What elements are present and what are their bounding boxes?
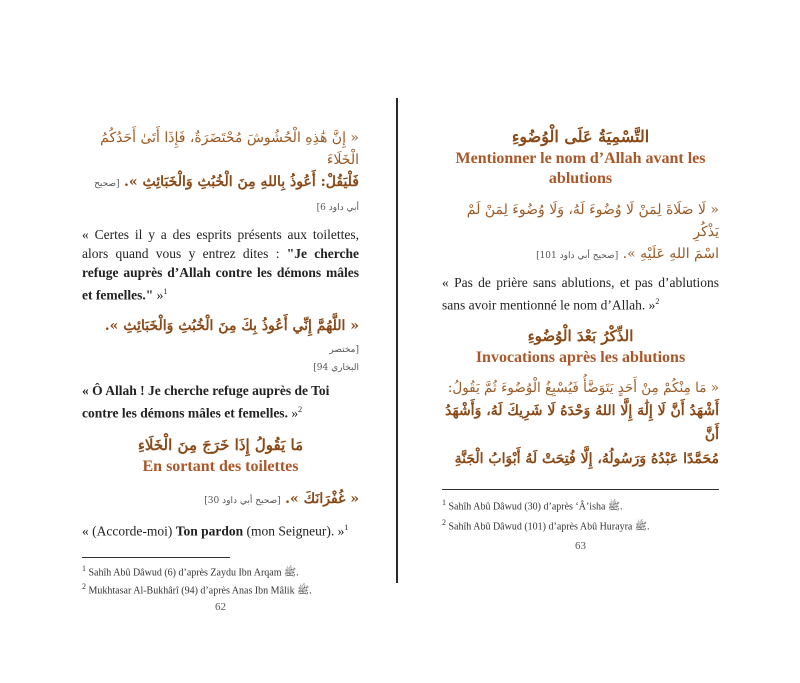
- ghufran-french-end: (mon Seigneur). »: [243, 523, 345, 539]
- footnote-text: Mukhtasar Al-Bukhârî (94) d’après Anas Ibn Mâlik ﷺ.: [88, 585, 312, 597]
- ghufran-french: [82, 518, 359, 541]
- footnote-number: 2: [82, 581, 86, 591]
- book-spine: [396, 98, 398, 583]
- footnote-text: Sahîh Abû Dâwud (101) d’après Abû Hurayra ﷺ.: [448, 521, 650, 533]
- hadith1-french-text: « Certes il y a des esprits présents aux toilettes, alors quand vous y entrez dites :: [82, 227, 359, 261]
- footnote-text: Sahîh Abû Dâwud (30) d’après ‘Â’isha ﷺ.: [448, 500, 623, 512]
- footnote-2: [82, 580, 359, 598]
- hadith1-french: [82, 225, 359, 305]
- hadith1-arabic-line2: [82, 171, 359, 219]
- footnote-number: 1: [82, 563, 86, 573]
- footnote-number: 2: [442, 517, 446, 527]
- footnote-separator: [82, 557, 230, 558]
- page-number-left: 62: [215, 601, 226, 614]
- right-page: [442, 115, 719, 552]
- dua-arabic-ref2: البخاري 94]: [313, 362, 359, 373]
- hadith-french: [442, 273, 719, 315]
- dua-french-bold: « Ô Allah ! Je cherche refuge auprès de Toi contre les démons mâles et femelles.: [82, 382, 330, 420]
- footnote-ref: 1: [163, 287, 168, 296]
- left-page: [82, 115, 359, 613]
- hadith-arabic-line2-text: اسْمَ اللهِ عَلَيْهِ ».: [622, 246, 719, 262]
- title-arabic: التَّسْمِيَةُ عَلَى الْوُضُوءِ: [511, 127, 650, 146]
- ghufran-arabic: [82, 488, 359, 512]
- footnote-number: 1: [442, 497, 446, 507]
- title-french: Mentionner le nom d’Allah avant les ablutions: [455, 150, 706, 187]
- hadith1-arabic-bold: فَلْيَقُلْ: أَعُوذُ بِاللهِ مِنَ الْخُبُثِ وَالْخَبَائِثِ ».: [124, 174, 359, 190]
- footnote-ref: 1: [344, 523, 349, 532]
- hadith1-arabic-line1: « إِنَّ هَٰذِهِ الْحُشُوشَ مُحْتَضَرَةٌ، فَإِذَا أَتَىٰ أَحَدُكُمُ الْخَلَاءَ: [100, 130, 359, 168]
- section2-heading-french: Invocations après les ablutions: [475, 348, 686, 366]
- hadith1-french-end: »: [153, 287, 164, 303]
- section-heading-french: En sortant des toilettes: [142, 458, 299, 475]
- footnote-2: [442, 516, 719, 534]
- footnote-1: [82, 562, 359, 580]
- invocation-arabic-line3: مُحَمَّدًا عَبْدُهُ وَرَسُولُهُ، إِلَّا فُتِحَتْ لَهُ أَبْوَابُ الْجَنَّةِ: [454, 450, 719, 467]
- section-heading-arabic: مَا يَقُولُ إِذَا خَرَجَ مِنَ الْخَلَاءِ: [137, 436, 304, 454]
- dua-french: [82, 381, 359, 423]
- ghufran-arabic-bold: « غُفْرَانَكَ ».: [285, 491, 359, 507]
- invocation-arabic-line2: أَشْهَدُ أَنَّ لَا إِلَٰهَ إِلَّا اللهُ وَحْدَهُ لَا شَرِيكَ لَهُ، وَأَشْهَدُ أَنَّ: [445, 402, 719, 443]
- dua-arabic-ref1: [مختصر: [329, 344, 359, 355]
- ghufran-french-start: « (Accorde-moi): [82, 523, 176, 539]
- hadith1-french-bold: "Je cherche refuge auprès d’Allah contre les démons mâles et femelles.": [82, 246, 360, 303]
- dua-arabic-bold: « اللَّهُمَّ إِنِّي أَعُوذُ بِكَ مِنَ الْخُبُثِ وَالْخَبَائِثِ ».: [104, 317, 359, 334]
- hadith-arabic-line1: « لَا صَلَاةَ لِمَنْ لَا وُضُوءَ لَهُ، وَلَا وُضُوءَ لِمَنْ لَمْ يَذْكُرِ: [466, 202, 719, 240]
- footnote-separator: [442, 489, 719, 490]
- ghufran-arabic-ref: [صحيح أبي داود 30]: [204, 496, 281, 506]
- dua-french-end: »: [287, 405, 299, 420]
- footnote-ref: 2: [298, 404, 303, 414]
- page-number-right: 63: [575, 540, 586, 553]
- ghufran-french-bold: Ton pardon: [175, 523, 244, 539]
- footnote-1: [442, 496, 719, 514]
- hadith-arabic-line2: [442, 243, 719, 267]
- section2-heading-arabic: الذِّكْرُ بَعْدَ الْوُضُوءِ: [527, 326, 634, 345]
- hadith-arabic-ref: [صحيح أبي داود 101]: [536, 251, 619, 261]
- dua-arabic: [82, 315, 359, 361]
- hadith-french-text: « Pas de prière sans ablutions, et pas d’ablutions sans avoir mentionné le nom d’Allah. »: [442, 275, 719, 313]
- footnote-text: Sahîh Abû Dâwud (6) d’après Zaydu Ibn Arqam ﷺ.: [88, 566, 299, 578]
- invocation-arabic-line1: « مَا مِنْكُمْ مِنْ أَحَدٍ يَتَوَضَّأُ فَيُسْبِغُ الْوُضُوءَ ثُمَّ يَقُولُ:: [447, 379, 719, 396]
- footnote-ref: 2: [655, 297, 660, 306]
- hadith1-arabic-ref: [صحيح أبي داود 6]: [94, 179, 359, 213]
